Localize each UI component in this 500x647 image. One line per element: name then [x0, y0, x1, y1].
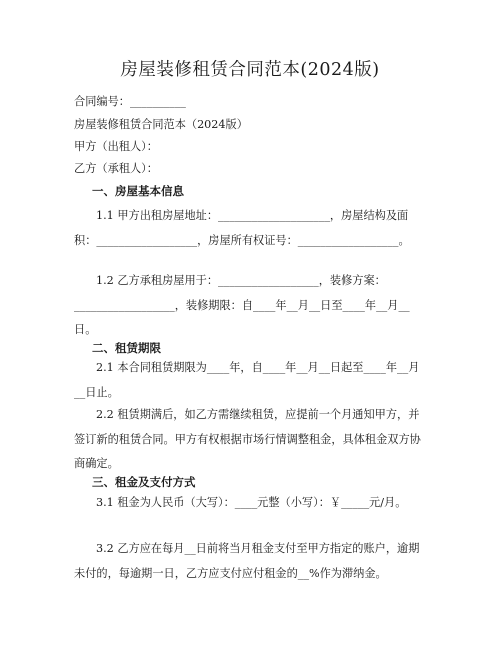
- clause-1-2: [74, 269, 424, 343]
- clause-text: 2.1 本合同租赁期限为____年，自____年__月__日起至____年__月__日止。: [74, 361, 420, 399]
- clause-text: 2.2 租赁期满后，如乙方需继续租赁，应提前一个月通知甲方，并签订新的租赁合同。甲方有权根据市场行情调整租金，具体租金双方协商确定。: [74, 408, 421, 470]
- clause-1-1: [74, 204, 424, 253]
- document-title: 房屋装修租赁合同范本(2024版): [120, 60, 380, 80]
- clause-2-2: [74, 403, 424, 477]
- clause-text: 3.1 租金为人民币（大写）：____元整（小写）：￥_____元/月。: [96, 496, 407, 509]
- contract-subtitle: 房屋装修租赁合同范本（2024版）: [74, 118, 248, 131]
- section-heading-1: 一、房屋基本信息: [92, 184, 184, 198]
- party-b-line: 乙方（承租人）：: [74, 162, 158, 175]
- clause-text: 1.1 甲方出租房屋地址：____________________，房屋结构及面积：__________________，房屋所有权证号：__________________。: [74, 209, 410, 247]
- clause-text: 1.2 乙方承租房屋用于：__________________，装修方案：__________________，装修期限：自____年__月__日至____年__月__日。: [74, 274, 410, 336]
- section-heading-2: 二、租赁期限: [92, 341, 161, 355]
- contract-number: 合同编号：__________: [74, 95, 186, 108]
- section-heading-3: 三、租金及支付方式: [92, 475, 196, 489]
- party-a-line: 甲方（出租人）：: [74, 140, 158, 153]
- clause-text: 3.2 乙方应在每月__日前将当月租金支付至甲方指定的账户，逾期未付的，每逾期一日，乙方应支付应付租金的__%作为滞纳金。: [74, 542, 420, 580]
- clause-2-1: [74, 356, 424, 405]
- clause-3-1: [74, 491, 424, 516]
- clause-3-2: [74, 537, 424, 586]
